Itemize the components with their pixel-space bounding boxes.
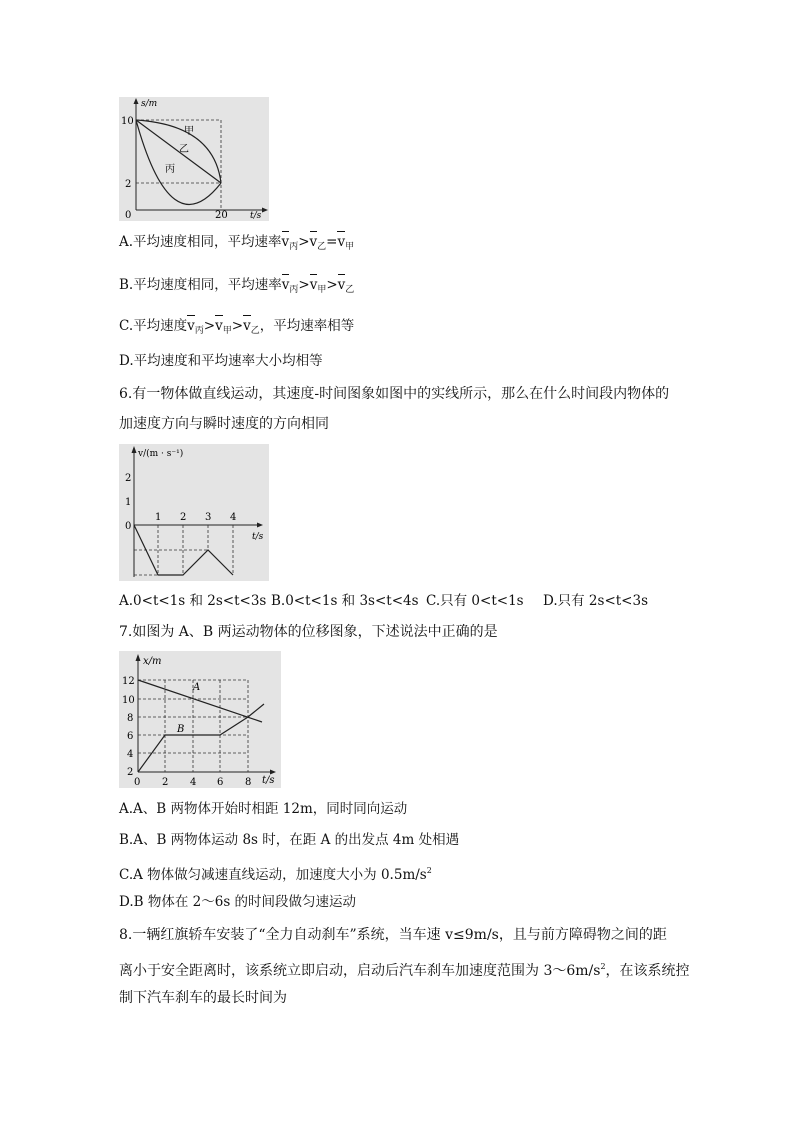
t-tick-6: 6 bbox=[217, 777, 224, 788]
q7-option-b: B.A、B 两物体运动 8s 时，在距 A 的出发点 4m 处相遇 bbox=[119, 832, 460, 848]
figure-xt-graph bbox=[119, 651, 281, 788]
t-tick-2: 2 bbox=[180, 512, 187, 523]
q7-option-a: A.A、B 两物体开始时相距 12m，同时同向运动 bbox=[119, 801, 408, 817]
t-tick-8: 8 bbox=[245, 777, 252, 788]
q8-stem-line3: 制下汽车刹车的最长时间为 bbox=[119, 990, 287, 1006]
y-tick-2: 2 bbox=[127, 767, 134, 778]
t-axis-arrow-icon bbox=[257, 523, 263, 528]
y-tick-2: 2 bbox=[125, 179, 132, 190]
t-axis-label: t/s bbox=[262, 775, 275, 786]
y-tick-10: 10 bbox=[121, 116, 134, 127]
curve-label-jia: 甲 bbox=[184, 126, 194, 137]
x-axis-arrow-icon bbox=[262, 208, 268, 213]
t-tick-0: 0 bbox=[134, 777, 141, 788]
x-axis-label: t/s bbox=[250, 211, 262, 221]
velocity-line bbox=[134, 525, 233, 575]
q5-option-b: B.平均速度相同，平均速率$v_丙>v_甲>v_乙$ bbox=[119, 277, 355, 295]
y-axis-arrow-icon bbox=[132, 446, 137, 453]
q6-stem-line2: 加速度方向与瞬时速度的方向相同 bbox=[119, 416, 329, 432]
t-axis-label: t/s bbox=[252, 532, 264, 542]
q6-option-b: B.0<t<1s 和 3s<t<4s bbox=[271, 593, 419, 609]
line-a-label: A bbox=[193, 682, 201, 693]
y-tick-4: 4 bbox=[127, 749, 134, 760]
figure-vt-graph bbox=[119, 444, 269, 581]
t-tick-4: 4 bbox=[190, 777, 197, 788]
y-tick-10: 10 bbox=[122, 695, 135, 706]
origin-label: 0 bbox=[125, 210, 132, 221]
q5-option-d: D.平均速度和平均速率大小均相等 bbox=[119, 353, 323, 369]
q5-option-a: A.平均速度相同，平均速率$v_丙>v_乙=v_甲$ bbox=[119, 234, 355, 252]
q6-option-c: C.只有 0<t<1s bbox=[426, 593, 524, 609]
curve-label-bing: 丙 bbox=[165, 164, 175, 175]
y-tick-8: 8 bbox=[127, 713, 134, 724]
q6-option-d: D.只有 2s<t<3s bbox=[543, 593, 649, 609]
grid bbox=[138, 680, 248, 772]
q7-option-d: D.B 物体在 2～6s 的时间段做匀速运动 bbox=[119, 894, 357, 910]
t-axis-arrow-icon bbox=[270, 770, 276, 775]
y-axis-arrow-icon bbox=[136, 654, 141, 661]
q8-stem-line2: 离小于安全距离时，该系统立即启动，启动后汽车刹车加速度范围为 $3\sim 6m/s^2$，在该系统控 bbox=[119, 962, 690, 979]
q7-option-c: C.A 物体做匀减速直线运动，加速度大小为 $0.5m/s^2$ bbox=[119, 866, 432, 883]
q5-option-c: C.平均速度$v_丙>v_甲>v_乙$，平均速率相等 bbox=[119, 318, 355, 336]
q6-option-a: A.0<t<1s 和 2s<t<3s bbox=[119, 593, 267, 609]
curve-bing bbox=[136, 120, 221, 204]
figure-st-graph bbox=[119, 97, 269, 221]
y-axis-label: s/m bbox=[141, 99, 158, 109]
q8-stem-line1: 8.一辆红旗轿车安装了“全力自动刹车”系统，当车速 v≤9m/s，且与前方障碍物之间的距 bbox=[119, 927, 667, 943]
y-tick-2: 2 bbox=[125, 473, 132, 484]
t-tick-2: 2 bbox=[162, 777, 169, 788]
y-tick-6: 6 bbox=[127, 731, 134, 742]
line-b-label: B bbox=[177, 724, 185, 735]
q6-stem-line1: 6.有一物体做直线运动，其速度-时间图象如图中的实线所示，那么在什么时间段内物体的 bbox=[119, 386, 670, 402]
t-tick-3: 3 bbox=[205, 512, 212, 523]
y-axis-label: x/m bbox=[143, 656, 162, 667]
line-b bbox=[138, 704, 264, 772]
y-axis-label: v/(m · s⁻¹) bbox=[138, 449, 184, 459]
y-tick-12: 12 bbox=[122, 676, 135, 687]
t-tick-4: 4 bbox=[230, 512, 237, 523]
y-tick-0: 0 bbox=[125, 521, 132, 532]
y-tick-1: 1 bbox=[125, 497, 132, 508]
t-tick-1: 1 bbox=[155, 512, 162, 523]
x-tick-20: 20 bbox=[215, 210, 228, 221]
q7-stem: 7.如图为 A、B 两运动物体的位移图象，下述说法中正确的是 bbox=[119, 624, 498, 640]
y-axis-arrow-icon bbox=[134, 98, 139, 104]
curve-label-yi: 乙 bbox=[179, 144, 189, 155]
